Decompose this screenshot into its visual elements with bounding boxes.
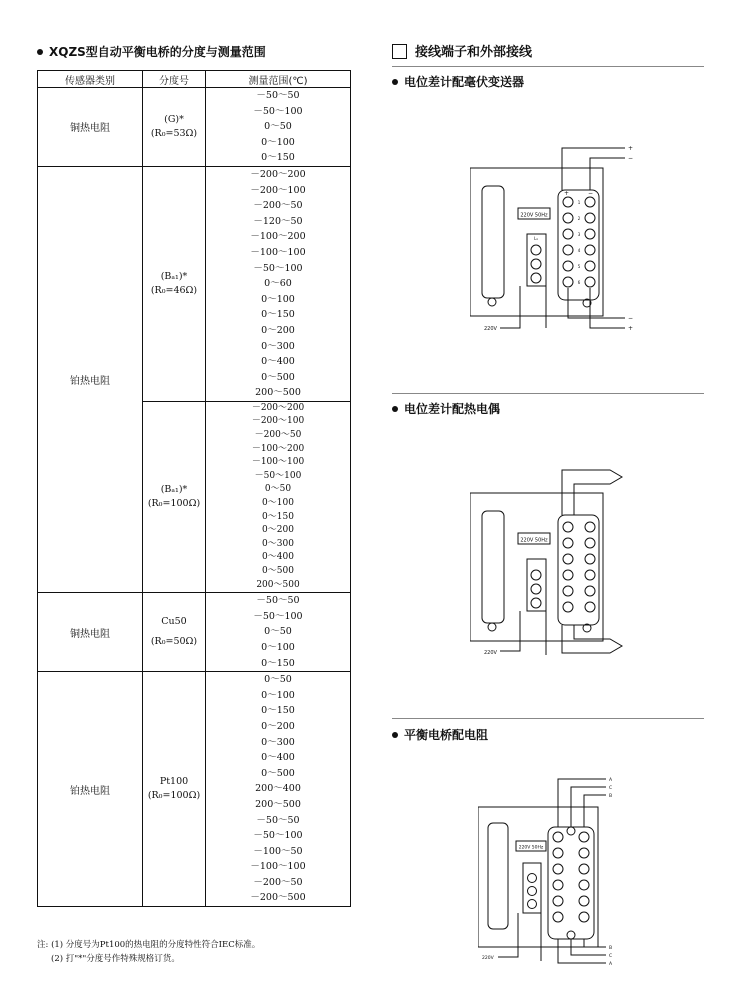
terminal-numbers [578, 200, 581, 285]
wire [590, 288, 625, 328]
svg-text:+: + [628, 325, 634, 332]
divider [392, 66, 704, 67]
svg-text:A: A [609, 962, 613, 967]
svg-text:+: + [628, 145, 634, 152]
svg-text:+: + [564, 190, 570, 197]
range-cell: －50～50 －50～100 0～50 0～100 0～150 [206, 88, 351, 167]
range-cell: －50～50 －50～100 0～50 0～100 0～150 [206, 593, 351, 672]
svg-text:L₁: L₁ [534, 236, 538, 241]
power-terminal-block [527, 234, 546, 286]
category-cell: 铂热电阻 [38, 672, 143, 907]
svg-text:C: C [609, 786, 613, 791]
graduation-cell: (Bₐ₁)* (R₀=46Ω) [143, 166, 206, 401]
svg-text:6: 6 [577, 280, 581, 285]
category-cell: 铜热电阻 [38, 88, 143, 167]
bullet-icon [392, 732, 398, 738]
wire [558, 939, 606, 963]
terminal-right-column [579, 832, 589, 922]
svg-text:A: A [609, 778, 613, 783]
range-cell: －200～200 －200～100 －200～50 －120～50 －100～200 －100～100 －50～100 0～60 0～100 0～150 0～200 0～300 0～400 0～500 200～500 [206, 166, 351, 401]
graduation-cell: Pt100 (R₀=100Ω) [143, 672, 206, 907]
terminal-screw-icon [567, 827, 575, 835]
svg-text:2: 2 [577, 216, 581, 221]
terminal-screw-icon [567, 931, 575, 939]
wiring-diagram-bridge-resistor [478, 775, 628, 970]
divider [392, 393, 704, 394]
wire [500, 286, 520, 328]
panel-window [482, 511, 504, 623]
terminal-left-column [563, 197, 573, 287]
svg-text:220V: 220V [482, 956, 494, 961]
svg-text:4: 4 [577, 248, 581, 253]
checkbox-square-icon [392, 44, 407, 59]
svg-text:1: 1 [577, 200, 581, 205]
signal-terminal-block [548, 827, 594, 939]
terminal-screw-icon [528, 900, 537, 909]
table-header-row [38, 71, 351, 88]
svg-text:C: C [609, 954, 613, 959]
section-title-3: 平衡电桥配电阻 [392, 726, 488, 743]
header-sensor-type: 传感器类别 [38, 71, 143, 88]
panel-window [488, 823, 508, 929]
terminal-right-column [585, 197, 595, 287]
power-terminal-block [527, 559, 546, 611]
terminal-screw-icon [531, 245, 541, 255]
svg-text:220V 50Hz: 220V 50Hz [518, 845, 544, 851]
svg-text:3: 3 [577, 232, 581, 237]
wire [500, 611, 520, 651]
terminal-left-column [553, 832, 563, 922]
wire [590, 158, 625, 190]
bullet-icon [37, 49, 43, 55]
svg-text:5: 5 [577, 264, 581, 269]
terminal-screw-icon [531, 570, 541, 580]
table-row [38, 166, 351, 401]
wire [584, 795, 606, 827]
wiring-diagram-thermocouple [470, 465, 650, 665]
svg-text:220V: 220V [484, 650, 497, 656]
terminal-screw-icon [531, 584, 541, 594]
graduation-cell: Cu50 (R₀=50Ω) [143, 593, 206, 672]
bullet-icon [392, 79, 398, 85]
range-cell: －200～200 －200～100 －200～50 －100～200 －100～100 －50～100 0～50 0～100 0～150 0～200 0～300 0～400 0～500 200～500 [206, 401, 351, 592]
panel-window [482, 186, 504, 298]
graduation-range-table [37, 70, 351, 907]
terminal-screw-icon [531, 598, 541, 608]
power-terminal-block [523, 863, 541, 913]
thermocouple-wire [562, 625, 622, 653]
header-graduation: 分度号 [143, 71, 206, 88]
wiring-heading: 接线端子和外部接线 [392, 41, 532, 60]
category-cell: 铜热电阻 [38, 593, 143, 672]
table-row [38, 672, 351, 907]
section-title-1: 电位差计配毫伏变送器 [392, 73, 524, 90]
wire [558, 779, 606, 827]
terminal-left-column [563, 522, 573, 612]
divider [392, 718, 704, 719]
wire [584, 939, 606, 947]
table-row [38, 88, 351, 167]
svg-text:B: B [609, 794, 613, 799]
svg-text:220V 50Hz: 220V 50Hz [520, 537, 548, 544]
wire [568, 288, 625, 318]
category-cell: 铂热电阻 [38, 166, 143, 592]
svg-text:B: B [609, 946, 613, 951]
range-cell: 0～50 0～100 0～150 0～200 0～300 0～400 0～500 200～400 200～500 －50～50 －50～100 －100～50 －100～100 －200～50 －200～500 [206, 672, 351, 907]
mount-screw-icon [488, 298, 496, 306]
note-2: (2) 打"*"分度号作特殊规格订货。 [51, 954, 180, 964]
table-row [38, 593, 351, 672]
mount-screw-icon [488, 623, 496, 631]
table-notes [37, 938, 260, 966]
graduation-cell: (Bₐ₁)* (R₀=100Ω) [143, 401, 206, 592]
terminal-screw-icon [528, 874, 537, 883]
terminal-screw-icon [531, 259, 541, 269]
terminal-screw-icon [528, 887, 537, 896]
svg-text:220V 50Hz: 220V 50Hz [520, 212, 548, 219]
bullet-icon [392, 406, 398, 412]
note-1: 注: (1) 分度号为Pt100的热电阻的分度特性符合IEC标准。 [37, 940, 261, 950]
header-range: 测量范围(℃) [206, 71, 351, 88]
svg-text:220V: 220V [484, 326, 497, 332]
wiring-diagram-mv-transmitter [470, 140, 650, 340]
graduation-cell: (G)* (R₀=53Ω) [143, 88, 206, 167]
svg-text:−: − [628, 155, 634, 162]
svg-text:−: − [588, 190, 594, 197]
instrument-panel [478, 807, 598, 947]
svg-text:−: − [628, 315, 634, 322]
table-title: XQZS型自动平衡电桥的分度与测量范围 [37, 43, 266, 60]
wire [562, 148, 625, 190]
section-title-2: 电位差计配热电偶 [392, 400, 500, 417]
terminal-screw-icon [531, 273, 541, 283]
terminal-right-column [585, 522, 595, 612]
